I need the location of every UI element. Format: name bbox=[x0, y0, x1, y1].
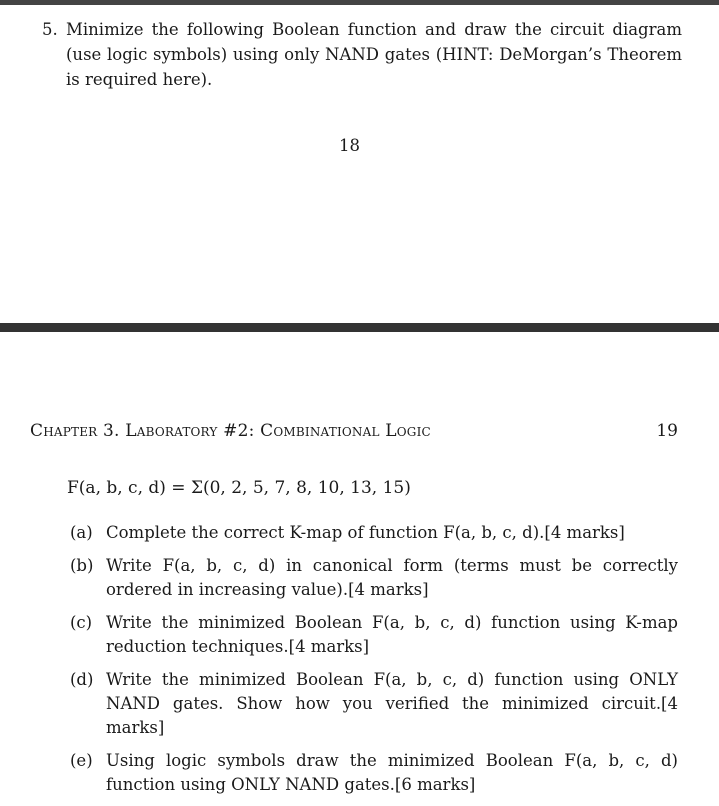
part-a bbox=[70, 521, 678, 545]
page-break-divider bbox=[0, 323, 719, 332]
part-d bbox=[70, 668, 678, 740]
part-label: (c) bbox=[70, 613, 93, 632]
problem-5 bbox=[42, 17, 682, 92]
page-number-18: 18 bbox=[339, 136, 360, 155]
question-parts bbox=[70, 521, 678, 806]
part-label: (b) bbox=[70, 556, 94, 575]
page-top-border bbox=[0, 0, 719, 5]
problem-text: Minimize the following Boolean function and draw the circuit diagram (use logic symbols) using only NAND gates (HINT: DeMorgan’s Theorem is required here). bbox=[66, 20, 682, 89]
part-text: Write the minimized Boolean F(a, b, c, d) function using K-map reduction techniques.[4 marks] bbox=[106, 613, 678, 656]
page-number-19: 19 bbox=[656, 421, 678, 441]
part-label: (a) bbox=[70, 523, 93, 542]
part-text: Complete the correct K-map of function F(a, b, c, d).[4 marks] bbox=[106, 523, 625, 542]
part-label: (d) bbox=[70, 670, 94, 689]
part-text: Write the minimized Boolean F(a, b, c, d) function using ONLY NAND gates. Show how you verified the minimized circuit.[4 marks] bbox=[106, 670, 678, 737]
part-text: Using logic symbols draw the minimized Boolean F(a, b, c, d) function using ONLY NAND gates.[6 marks] bbox=[106, 751, 678, 794]
chapter-title: Chapter 3. Laboratory #2: Combinational Logic bbox=[30, 421, 431, 441]
part-label: (e) bbox=[70, 751, 93, 770]
problem-number: 5. bbox=[42, 20, 58, 39]
part-text: Write F(a, b, c, d) in canonical form (terms must be correctly ordered in increasing value).[4 marks] bbox=[106, 556, 678, 599]
part-c bbox=[70, 611, 678, 659]
part-b bbox=[70, 554, 678, 602]
boolean-function: F(a, b, c, d) = Σ(0, 2, 5, 7, 8, 10, 13, 15) bbox=[67, 478, 411, 498]
running-header bbox=[30, 421, 678, 441]
part-e bbox=[70, 749, 678, 797]
